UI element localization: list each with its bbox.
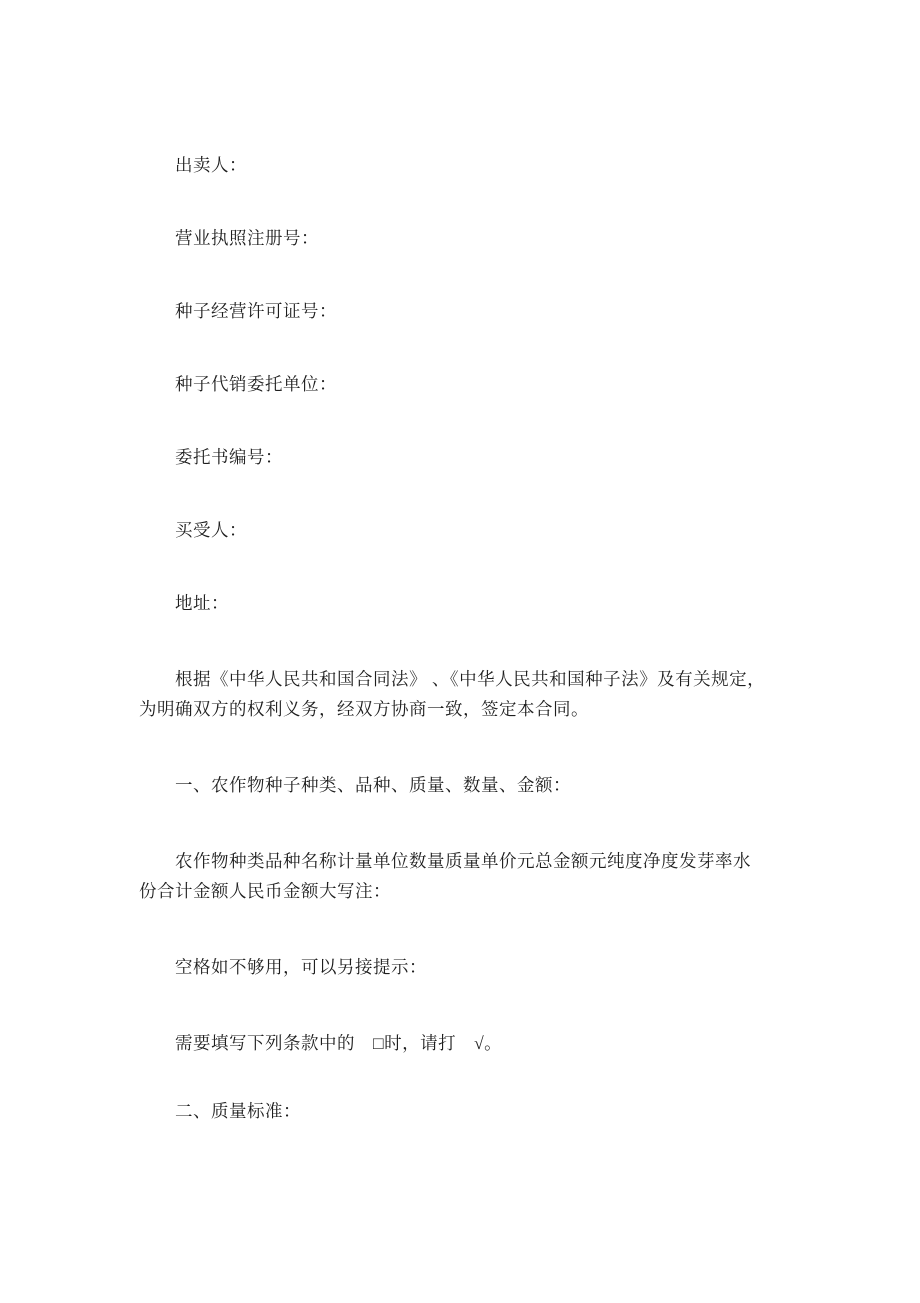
preamble-line-1: 根据《中华人民共和国合同法》 、《中华人民共和国种子法》及有关规定， <box>175 669 766 689</box>
preamble-line-2: 为明确双方的权利义务，经双方协商一致，签定本合同。 <box>139 699 589 719</box>
overflow-note: 空格如不够用，可以另接提示： <box>175 957 427 977</box>
field-business-license-no: 营业执照注册号： <box>175 228 319 248</box>
table-summary-line-2: 份合计金额人民币金额大写注： <box>139 881 391 901</box>
field-seller: 出卖人： <box>175 155 247 175</box>
checkbox-instruction: 需要填写下列条款中的 □时，请打 √。 <box>175 1033 503 1053</box>
field-buyer: 买受人： <box>175 520 247 540</box>
table-summary-line-1: 农作物种类品种名称计量单位数量质量单价元总金额元纯度净度发芽率水 <box>175 851 751 871</box>
field-seed-license-no: 种子经营许可证号： <box>175 301 337 321</box>
section2-heading: 二、质量标准： <box>175 1101 301 1121</box>
preamble-paragraph <box>139 664 820 724</box>
field-address: 地址： <box>175 593 229 613</box>
field-authorization-no: 委托书编号： <box>175 447 283 467</box>
section1-heading: 一、农作物种子种类、品种、质量、数量、金额： <box>175 775 571 795</box>
field-consignment-unit: 种子代销委托单位： <box>175 374 337 394</box>
table-summary-paragraph <box>139 846 820 906</box>
